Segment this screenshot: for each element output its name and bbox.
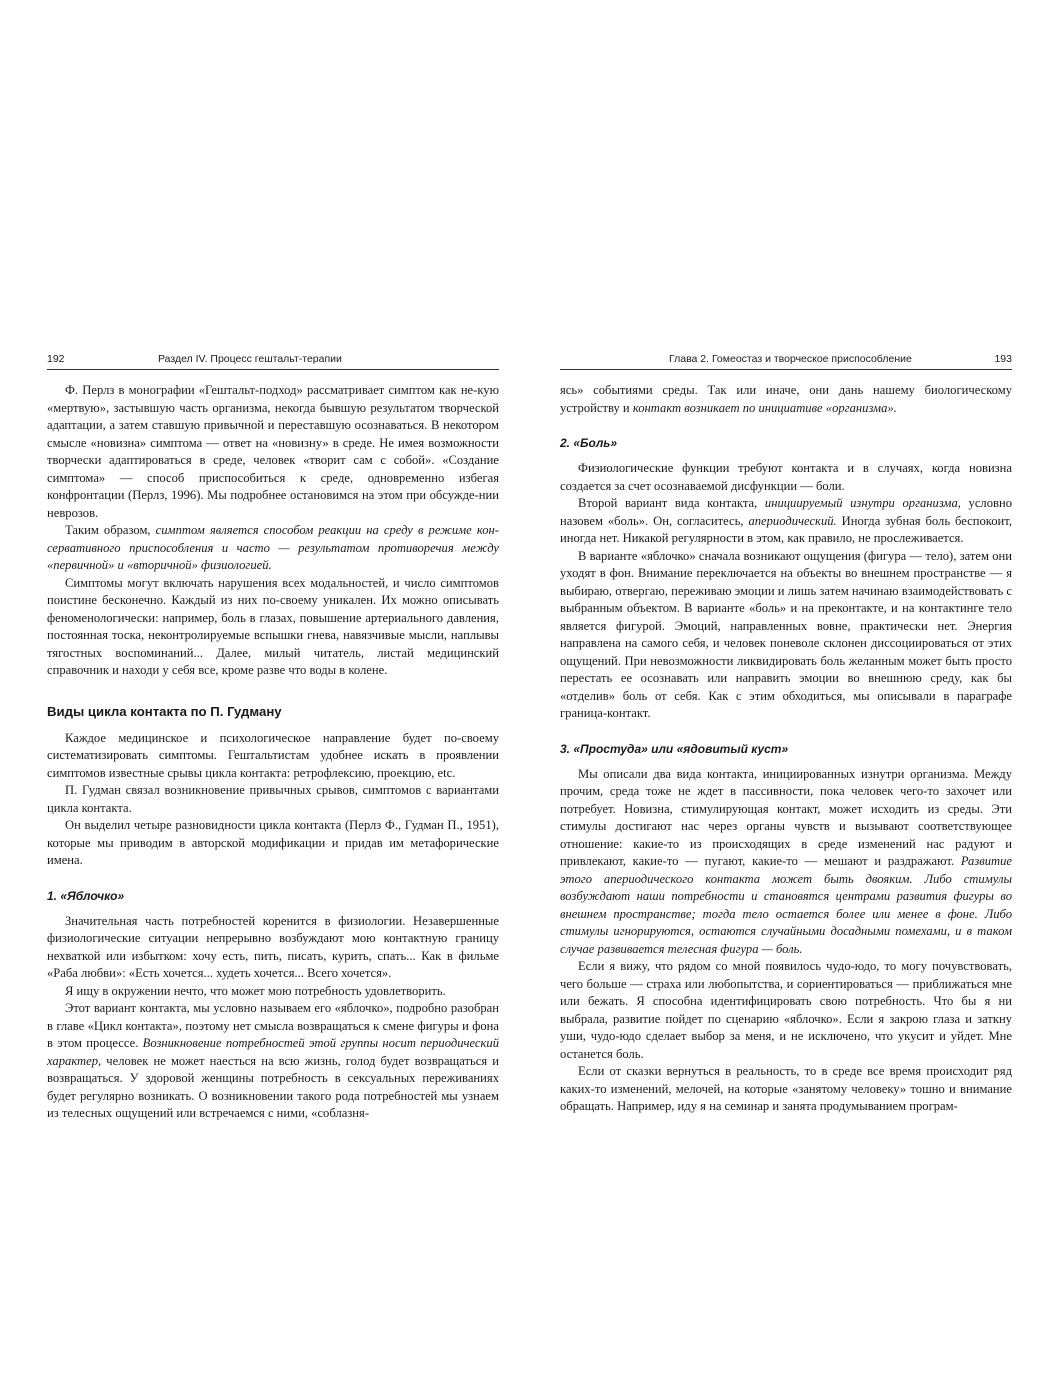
- left-page-number: 192: [47, 353, 65, 365]
- left-page: [47, 352, 499, 1123]
- right-running-head: [560, 352, 1012, 370]
- paragraph: Он выделил четыре разновидности цикла контакта (Перлз Ф., Гудман П., 1951), которые мы приводим в авторской модификации и придав им метафорические имена.: [47, 818, 499, 867]
- left-running-head: [47, 352, 499, 370]
- paragraph: Если я вижу, что рядом со мной появилось чудо-юдо, то могу почувствовать, чего больше — страха или любопытства, и сориентироваться — приближаться мне или бежать. Я способна идентифицировать свою потребность. Что бы я ни выбрала, развитие пойдет по сценарию «яблочко». Если я закрою глаза и заткну уши, чудо-юдо сделает выбор за меня, и не исключено, что укусит и уйдет. Мне останется боль.: [560, 959, 1012, 1061]
- emphasis: апериодический.: [748, 513, 837, 528]
- emphasis: симптом является способом реакции на среду в режиме кон-сервативного приспособления и часто — результатом противоречия между «первичной» и «вторичной» физиологией.: [47, 523, 499, 572]
- left-running-title: Раздел IV. Процесс гештальт-терапии: [158, 353, 342, 365]
- paragraph: Я ищу в окружении нечто, что может мою потребность удовлетворить.: [65, 983, 446, 998]
- left-body-text: [47, 382, 499, 1123]
- right-page: [560, 352, 1012, 1116]
- paragraph: ясь» событиями среды. Так или иначе, они дань нашему биологическому устройству и контакт возникает по инициативе «организма».: [560, 383, 1012, 415]
- paragraph: Если от сказки вернуться в реальность, то в среде все время происходит ряд каких-то изменений, мелочей, на которые «занятому человеку» тошно и внимание обращать. Например, иду я на семинар и занята продумыванием програм-: [560, 1064, 1012, 1113]
- paragraph: Ф. Перлз в монографии «Гештальт-подход» рассматривает симптом как не-кую «мертвую», застывшую часть организма, некогда бывшую результатом творческой адаптации, а затем ставшую привычной и переставшую осознаваться. В некотором смысле «новизна» симптома — ответ на «новизну» в среде. Не имея возможности творчески адаптироваться в среде, человек «творит сам с собой». «Создание симптома» — способ приспособиться к среде, одновременно избегая конфронтации (Перлз, 1996). Мы подробнее остановимся на этом при обсужде-нии неврозов.: [47, 383, 499, 520]
- paragraph: П. Гудман связал возникновение привычных срывов, симптомов с вариантами цикла контакта.: [47, 783, 499, 815]
- emphasis: Возникновение потребностей этой группы носит периодический характер,: [47, 1036, 499, 1068]
- emphasis: инициируемый изнутри организма,: [764, 496, 961, 510]
- subsection-heading-2: 2. «Боль»: [560, 436, 618, 450]
- paragraph: В варианте «яблочко» сначала возникают ощущения (фигура — тело), затем они уходят в фон. Внимание переключается на объекты во внешнем пространстве — я выбираю, отвергаю, переживаю эмоции и лишь затем начинаю взаимодействовать с выбранным объектом. В варианте «боль» и на преконтакте, и на контактинге тело является фигурой. Эмоций, направленных вовне, практически нет. Энергия направлена на самого себя, и человек поневоле склонен диссоциироваться от этих ощущений. При невозможности ликвидировать боль желанным может быть просто перестать ее осознавать или направить эмоции во внешнюю среду, как бы «отделив» боль от себя. Как с этим обходиться, мы описывали в параграфе граница-контакт.: [560, 548, 1012, 720]
- paragraph: Каждое медицинское и психологическое направление будет по-своему систематизировать симптомы. Гештальтистам удобнее искать в проявлении симптомов известные срывы цикла контакта: ретрофлексию, проекцию, etc.: [47, 730, 499, 780]
- paragraph: Этот вариант контакта, мы условно называем его «яблочко», подробно разобран в главе «Цикл контакта», поэтому нет смысла возвращаться к смене фигуры и фона в этом процессе. Возникновение потребностей этой группы носит периодический характер, человек не может наесться на всю жизнь, голод будет возвращаться и возвращаться. У здоровой женщины потребность в сексуальных переживаниях будет регулярно возникать. О возникновении такого рода потребностей мы узнаем из телесных ощущений или встречаемся с ними, «соблазня-: [47, 1001, 499, 1120]
- subsection-heading-3: 3. «Простуда» или «ядовитый куст»: [560, 741, 789, 756]
- right-running-title: Глава 2. Гомеостаз и творческое приспособление: [669, 353, 912, 365]
- emphasis: контакт возникает по инициативе «организма».: [632, 400, 897, 415]
- right-page-number: 193: [994, 353, 1012, 365]
- emphasis: Развитие этого апериодического контакта может быть двояким. Либо стимулы возбуждают наши потребности и становятся центрами развития фигуры во внешнем пространстве; тогда тело остается более или менее в фоне. Либо стимулы игнорируются, остаются случайными досадными помехами, и в таком случае развивается телесная фигура — боль.: [560, 854, 1012, 956]
- paragraph: Таким образом, симптом является способом реакции на среду в режиме кон-сервативного приспособления и часто — результатом противоречия между «первичной» и «вторичной» физиологией.: [47, 523, 499, 572]
- paragraph: Физиологические функции требуют контакта и в случаях, когда новизна создается за счет осознаваемой дисфункции — боли.: [560, 461, 1012, 493]
- paragraph: Симптомы могут включать нарушения всех модальностей, и число симптомов поистине бесконечно. Каждый из них по-своему уникален. Их можно описывать феноменологически: например, боль в глазах, повышение артериального давления, постоянная тоска, неконтролируемые вспышки гнева, навязчивые мысли, наплывы тягостных воспоминаний... Далее, милый читатель, листай медицинский справочник и находи у себя все, кроме разве что воды в колене.: [47, 575, 499, 677]
- right-body-text: [560, 382, 1012, 1116]
- paragraph: Значительная часть потребностей коренится в физиологии. Незавершенные физиологические ситуации непрерывно возбуждают мою контактную границу нехваткой или избытком: хочу есть, пить, писать, курить, спать... Как в фильме «Раба любви»: «Есть хочется... худеть хочется... Всего хочется».: [47, 913, 499, 980]
- paragraph: Второй вариант вида контакта, инициируемый изнутри организма, условно назовем «боль». Он, согласитесь, апериодический. Иногда зубная боль беспокоит, иногда нет. Никакой регулярности в этом, как правило, не прослеживается.: [560, 496, 1012, 545]
- subsection-heading-1: 1. «Яблочко»: [47, 888, 125, 903]
- paragraph: Мы описали два вида контакта, инициированных изнутри организма. Между прочим, среда тоже не ждет в пассивности, пока человек чего-то захочет или потребует. Новизна, стимулирующая контакт, может исходить из среды. Эти стимулы достигают нас через органы чувств и вызывают соответствующее отношение: какие-то из происходящих в среде изменений нас радуют и привлекают, какие-то — пугают, какие-то — мешают и раздражают. Развитие этого апериодического контакта может быть двояким. Либо стимулы возбуждают наши потребности и становятся центрами развития фигуры во внешнем пространстве; тогда тело остается более или менее в фоне. Либо стимулы игнорируются, остаются случайными досадными помехами, и в таком случае развивается телесная фигура — боль.: [560, 766, 1012, 956]
- section-heading: Виды цикла контакта по П. Гудману: [47, 703, 282, 719]
